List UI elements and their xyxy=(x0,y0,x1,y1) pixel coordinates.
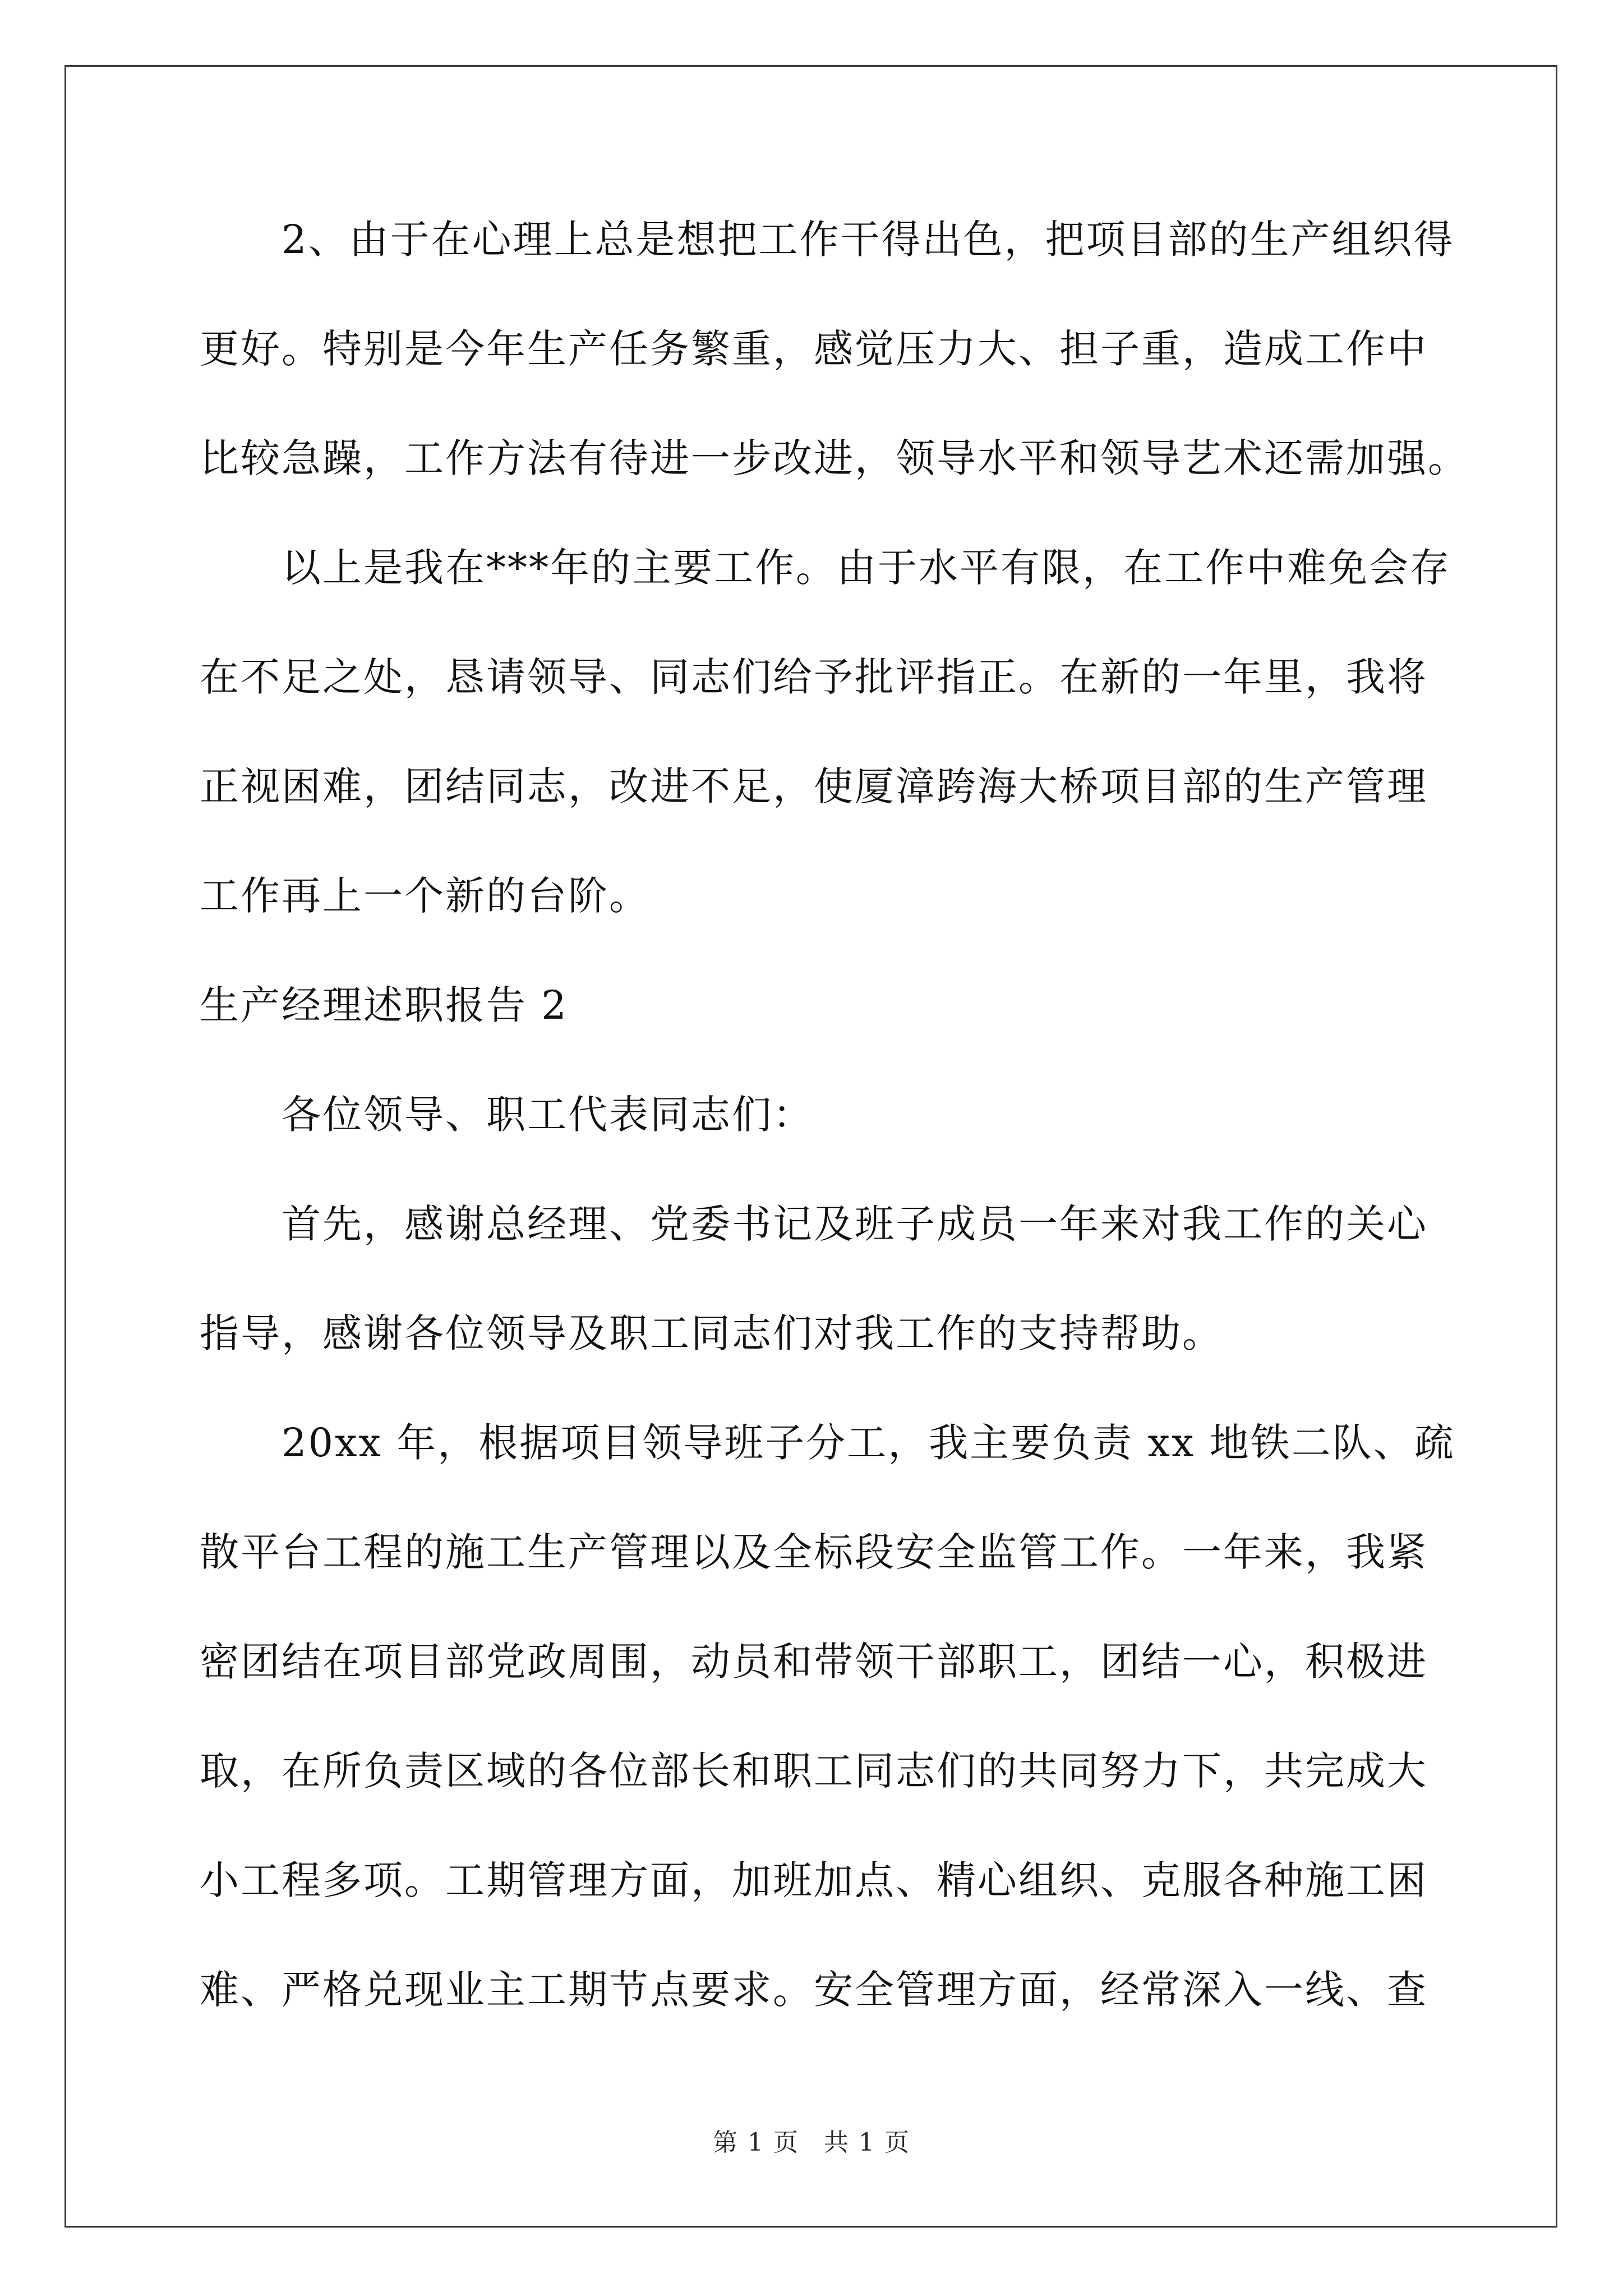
paragraph-line: 指导，感谢各位领导及职工同志们对我工作的支持帮助。 xyxy=(200,1310,1223,1356)
paragraph-line: 更好。特别是今年生产任务繁重，感觉压力大、担子重，造成工作中 xyxy=(200,326,1428,372)
paragraph-line: 难、严格兑现业主工期节点要求。安全管理方面，经常深入一线、查 xyxy=(200,1967,1428,2013)
paragraph-line: 小工程多项。工期管理方面，加班加点、精心组织、克服各种施工困 xyxy=(200,1857,1428,1903)
paragraph-line: 密团结在项目部党政周围，动员和带领干部职工，团结一心，积极进 xyxy=(200,1639,1428,1685)
document-body xyxy=(200,217,1469,2077)
paragraph-line: 取，在所负责区域的各位部长和职工同志们的共同努力下，共完成大 xyxy=(200,1748,1428,1794)
paragraph-line: 2、由于在心理上总是想把工作干得出色，把项目部的生产组织得 xyxy=(282,217,1455,263)
paragraph-line: 在不足之处，恳请领导、同志们给予批评指正。在新的一年里，我将 xyxy=(200,654,1428,700)
paragraph-line: 20xx 年，根据项目领导班子分工，我主要负责 xx 地铁二队、疏 xyxy=(282,1420,1455,1466)
paragraph-line: 工作再上一个新的台阶。 xyxy=(200,873,650,919)
salutation: 各位领导、职工代表同志们： xyxy=(282,1092,814,1138)
paragraph-line: 比较急躁，工作方法有待进一步改进，领导水平和领导艺术还需加强。 xyxy=(200,435,1469,481)
paragraph-line: 以上是我在***年的主要工作。由于水平有限，在工作中难免会存 xyxy=(282,545,1451,591)
page-footer xyxy=(0,2129,1623,2157)
paragraph-line: 散平台工程的施工生产管理以及全标段安全监管工作。一年来，我紧 xyxy=(200,1529,1428,1575)
paragraph-line: 正视困难，团结同志，改进不足，使厦漳跨海大桥项目部的生产管理 xyxy=(200,763,1428,809)
paragraph-line: 首先，感谢总经理、党委书记及班子成员一年来对我工作的关心 xyxy=(282,1201,1428,1247)
section-heading: 生产经理述职报告 2 xyxy=(200,982,568,1028)
page-number: 第 1 页 xyxy=(713,2128,799,2157)
page-total: 共 1 页 xyxy=(824,2128,910,2157)
